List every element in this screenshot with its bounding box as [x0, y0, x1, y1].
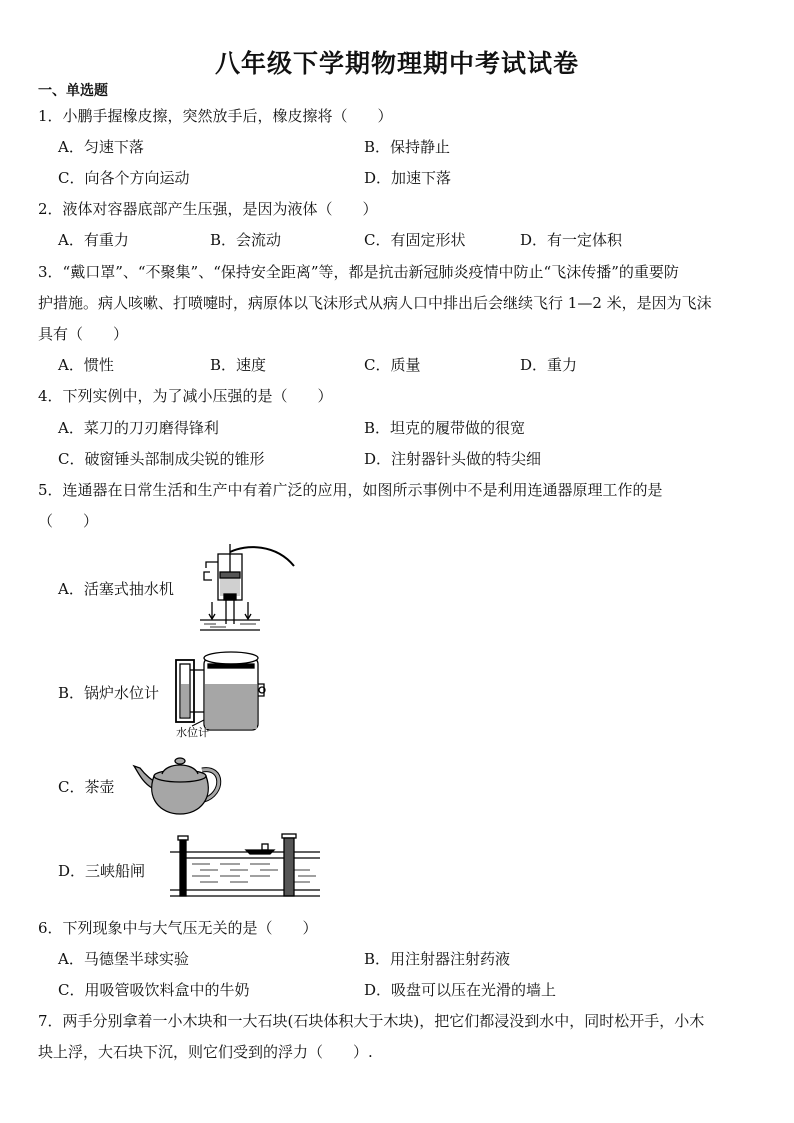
ship-lock-figure	[170, 830, 322, 900]
question-6-option-c[interactable]: C．用吸管吸饮料盒中的牛奶	[58, 981, 250, 999]
question-2-option-b[interactable]: B．会流动	[210, 231, 282, 249]
question-4-option-c[interactable]: C．破窗锤头部制成尖锐的锥形	[58, 450, 265, 468]
question-1-option-b[interactable]: B．保持静止	[364, 138, 451, 156]
question-3-option-c[interactable]: C．质量	[364, 356, 421, 374]
question-1-stem: 1．小鹏手握橡皮擦，突然放手后，橡皮擦将（ ）	[38, 107, 393, 125]
question-3-stem-line-1: 3．“戴口罩”、“不聚集”、“保持安全距离”等，都是抗击新冠肺炎疫情中防止“飞沫传播”的重要防	[38, 263, 679, 281]
question-5-stem-line-2: （ ）	[38, 512, 99, 530]
question-4-option-a[interactable]: A．菜刀的刀刃磨得锋利	[58, 419, 219, 437]
question-5-stem-line-1: 5．连通器在日常生活和生产中有着广泛的应用，如图所示事例中不是利用连通器原理工作的是	[38, 481, 663, 499]
page-title: 八年级下学期物理期中考试试卷	[214, 49, 579, 78]
question-6-option-b[interactable]: B．用注射器注射药液	[364, 950, 511, 968]
question-3-option-a[interactable]: A．惯性	[58, 356, 114, 374]
question-7-stem-line-1: 7．两手分别拿着一小木块和一大石块(石块体积大于木块)，把它们都浸没到水中，同时松开手，小木	[38, 1012, 705, 1030]
question-3-stem-line-3: 具有（ ）	[38, 325, 129, 343]
question-2-option-a[interactable]: A．有重力	[58, 231, 129, 249]
teapot-figure	[132, 748, 224, 818]
question-4-stem: 4．下列实例中，为了减小压强的是（ ）	[38, 387, 333, 405]
question-4-option-b[interactable]: B．坦克的履带做的很宽	[364, 419, 526, 437]
question-1-option-d[interactable]: D．加速下落	[364, 169, 452, 187]
question-6-option-a[interactable]: A．马德堡半球实验	[58, 950, 189, 968]
question-1-option-a[interactable]: A．匀速下落	[58, 138, 144, 156]
question-3-option-b[interactable]: B．速度	[210, 356, 267, 374]
piston-pump-figure	[196, 544, 300, 632]
question-2-option-c[interactable]: C．有固定形状	[364, 231, 466, 249]
question-5-option-a[interactable]: A．活塞式抽水机	[58, 580, 174, 598]
question-5-option-d[interactable]: D．三峡船闸	[58, 862, 146, 880]
question-5-option-c[interactable]: C．茶壶	[58, 778, 115, 796]
section-heading: 一、单选题	[38, 83, 108, 99]
question-1-option-c[interactable]: C．向各个方向运动	[58, 169, 190, 187]
boiler-gauge-figure	[174, 650, 270, 738]
question-5-option-b[interactable]: B．锅炉水位计	[58, 684, 160, 702]
question-3-stem-line-2: 护措施。病人咳嗽、打喷嚏时，病原体以飞沫形式从病人口中排出后会继续飞行 1—2 米，是因为飞沫	[38, 294, 712, 312]
question-4-option-d[interactable]: D．注射器针头做的特尖细	[364, 450, 542, 468]
question-7-stem-line-2: 块上浮，大石块下沉，则它们受到的浮力（ ）.	[38, 1043, 373, 1061]
question-6-stem: 6．下列现象中与大气压无关的是（ ）	[38, 919, 318, 937]
gauge-label: 水位计	[176, 726, 209, 739]
question-2-option-d[interactable]: D．有一定体积	[520, 231, 623, 249]
question-2-stem: 2．液体对容器底部产生压强，是因为液体（ ）	[38, 200, 378, 218]
question-3-option-d[interactable]: D．重力	[520, 356, 578, 374]
question-6-option-d[interactable]: D．吸盘可以压在光滑的墙上	[364, 981, 557, 999]
